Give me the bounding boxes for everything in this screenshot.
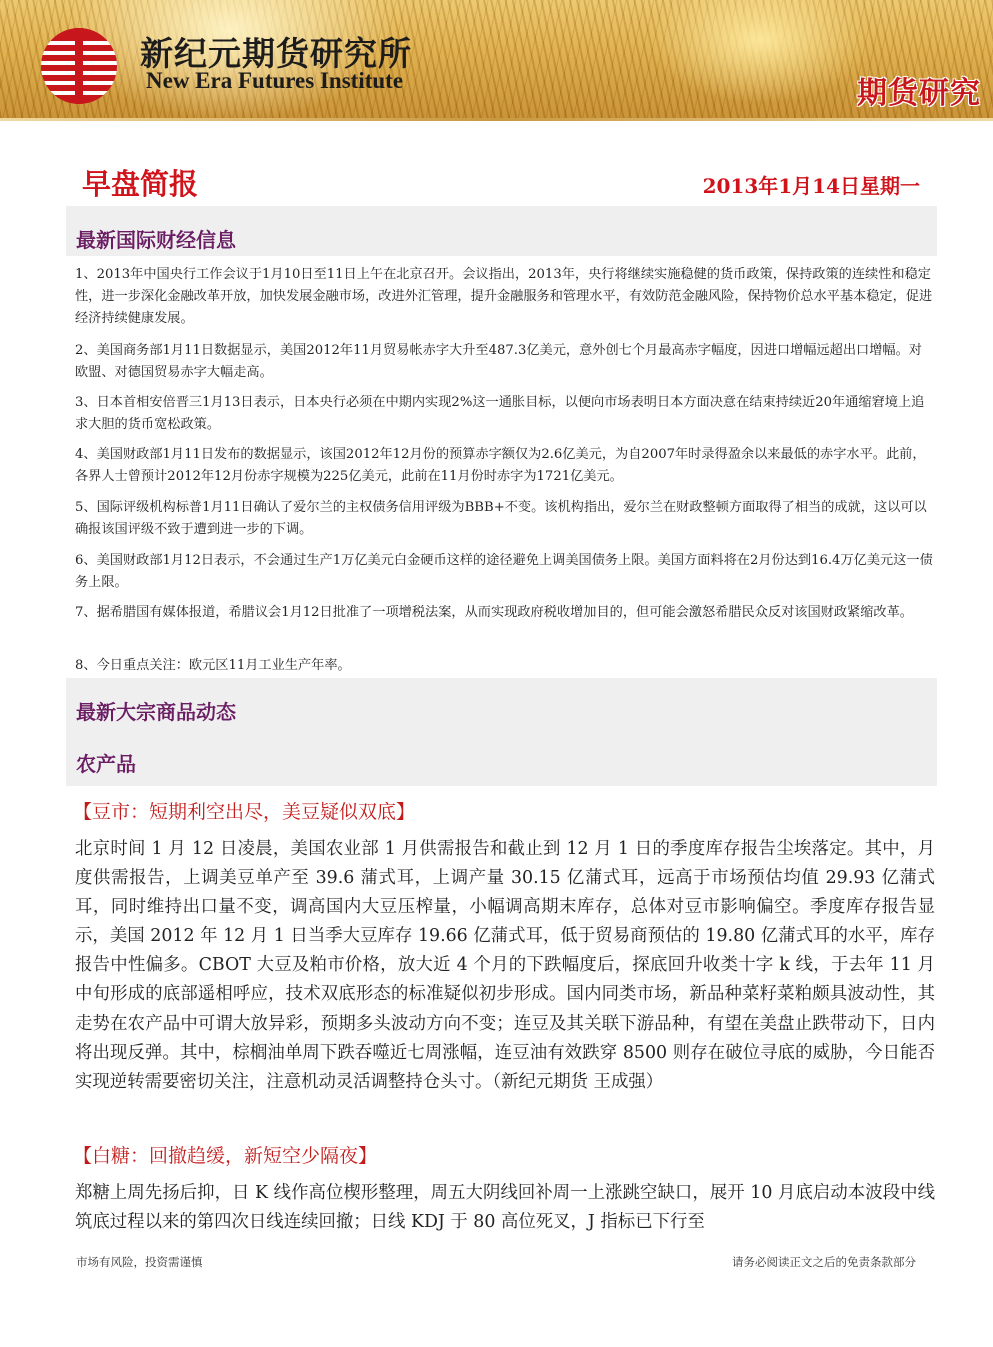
- article-body-sugar: 郑糖上周先扬后抑，日 K 线作高位楔形整理，周五大阴线回补周一上涨跳空缺口，展开 10 月底启动本波段中线筑底过程以来的第四次日线连续回撤；日线 KDJ 于 80 高位死叉，J 指标已下行至: [75, 1183, 935, 1233]
- news-item: 8、今日重点关注：欧元区11月工业生产年率。: [75, 658, 351, 673]
- banner-divider: [0, 118, 993, 121]
- news-item: 2、美国商务部1月11日数据显示，美国2012年11月贸易帐赤字大升至487.3亿美元，意外创七个月最高赤字幅度，因进口增幅远超出口增幅。对欧盟、对德国贸易赤字大幅走高。: [75, 343, 922, 380]
- section-bar-international: [66, 206, 937, 256]
- institute-logo-icon: [40, 27, 118, 105]
- news-item: 1、2013年中国央行工作会议于1月10日至11日上午在北京召开。会议指出，2013年，央行将继续实施稳健的货币政策，保持政策的连续性和稳定性，进一步深化金融改革开放，加快发展金融市场，改进外汇管理，提升金融服务和管理水平，有效防范金融风险，保持物价总水平基本稳定，促进经济持续健康发展。: [75, 267, 933, 326]
- news-item: 5、国际评级机构标普1月11日确认了爱尔兰的主权债务信用评级为BBB+不变。该机构指出，爱尔兰在财政整顿方面取得了相当的成就，这以可以确报该国评级不致于遭到进一步的下调。: [75, 500, 927, 537]
- article-body-soybean: 北京时间 1 月 12 日凌晨，美国农业部 1 月供需报告和截止到 12 月 1 日的季度库存报告尘埃落定。其中，月度供需报告，上调美豆单产至 39.6 蒲式耳，上调产量 30.15 亿蒲式耳，远高于市场预估均值 29.93 亿蒲式耳，同时维持出口量不变，调高国内大豆压榨量，小幅调高期末库存，总体对豆市影响偏空。季度库存报告显示，美国 2012 年 12 月 1 日当季大豆库存 19.66 亿蒲式耳，低于贸易商预估的 19.80 亿蒲式耳的水平，库存报告中性偏多。CBOT 大豆及粕市价格，放大近 4 个月的下跌幅度后，探底回升收类十字 k 线，于去年 11 月中旬形成的底部遥相呼应，技术双底形态的标准疑似初步形成。国内同类市场，新品种菜籽菜粕颇具波动性，其走势在农产品中可谓大放异彩，预期多头波动方向不变；连豆及其关联下游品种，有望在美盘止跌带动下，日内将出现反弹。其中，棕榈油单周下跌吞噬近七周涨幅，连豆油有效跌穿 8500 则存在破位寻底的威胁，今日能否实现逆转需要密切关注，注意机动灵活调整持仓头寸。（新纪元期货 王成强）: [75, 839, 935, 1092]
- report-date: 2013年1月14日星期一: [702, 174, 920, 198]
- section-subtitle-agriculture: 农产品: [76, 752, 136, 776]
- news-item: 6、美国财政部1月12日表示，不会通过生产1万亿美元白金硬币这样的途径避免上调美国债务上限。美国方面料将在2月份达到16.4万亿美元这一债务上限。: [75, 553, 933, 590]
- news-item: 7、据希腊国有媒体报道，希腊议会1月12日批准了一项增税法案，从而实现政府税收增加目的，但可能会激怒希腊民众反对该国财政紧缩改革。: [75, 605, 913, 620]
- news-item: 4、美国财政部1月11日发布的数据显示，该国2012年12月份的预算赤字额仅为2.6亿美元，为自2007年时录得盈余以来最低的赤字水平。此前，各界人士曾预计2012年12月份赤字规模为225亿美元，此前在11月份时赤字为1721亿美元。: [75, 447, 926, 484]
- brand-tag: 期货研究: [857, 76, 981, 111]
- news-item: 3、日本首相安倍晋三1月13日表示，日本央行必须在中期内实现2%这一通胀目标，以便向市场表明日本方面决意在结束持续近20年通缩窘境上追求大胆的货币宽松政策。: [75, 395, 925, 432]
- section-bar-commodity: [66, 678, 937, 786]
- footer-risk-notice: 市场有风险，投资需谨慎: [76, 1255, 203, 1269]
- article-heading-sugar: 【白糖：回撤趋缓，新短空少隔夜】: [73, 1145, 378, 1167]
- section-title-commodity: 最新大宗商品动态: [76, 700, 236, 724]
- footer-disclaimer-notice: 请务必阅读正文之后的免责条款部分: [732, 1255, 916, 1269]
- header-banner: [0, 0, 993, 118]
- section-title-international: 最新国际财经信息: [76, 228, 236, 252]
- org-name-en: New Era Futures Institute: [146, 68, 404, 93]
- article-heading-soybean: 【豆市：短期利空出尽，美豆疑似双底】: [73, 801, 416, 823]
- report-title: 早盘简报: [82, 167, 199, 201]
- org-name-cn: 新纪元期货研究所: [140, 34, 412, 73]
